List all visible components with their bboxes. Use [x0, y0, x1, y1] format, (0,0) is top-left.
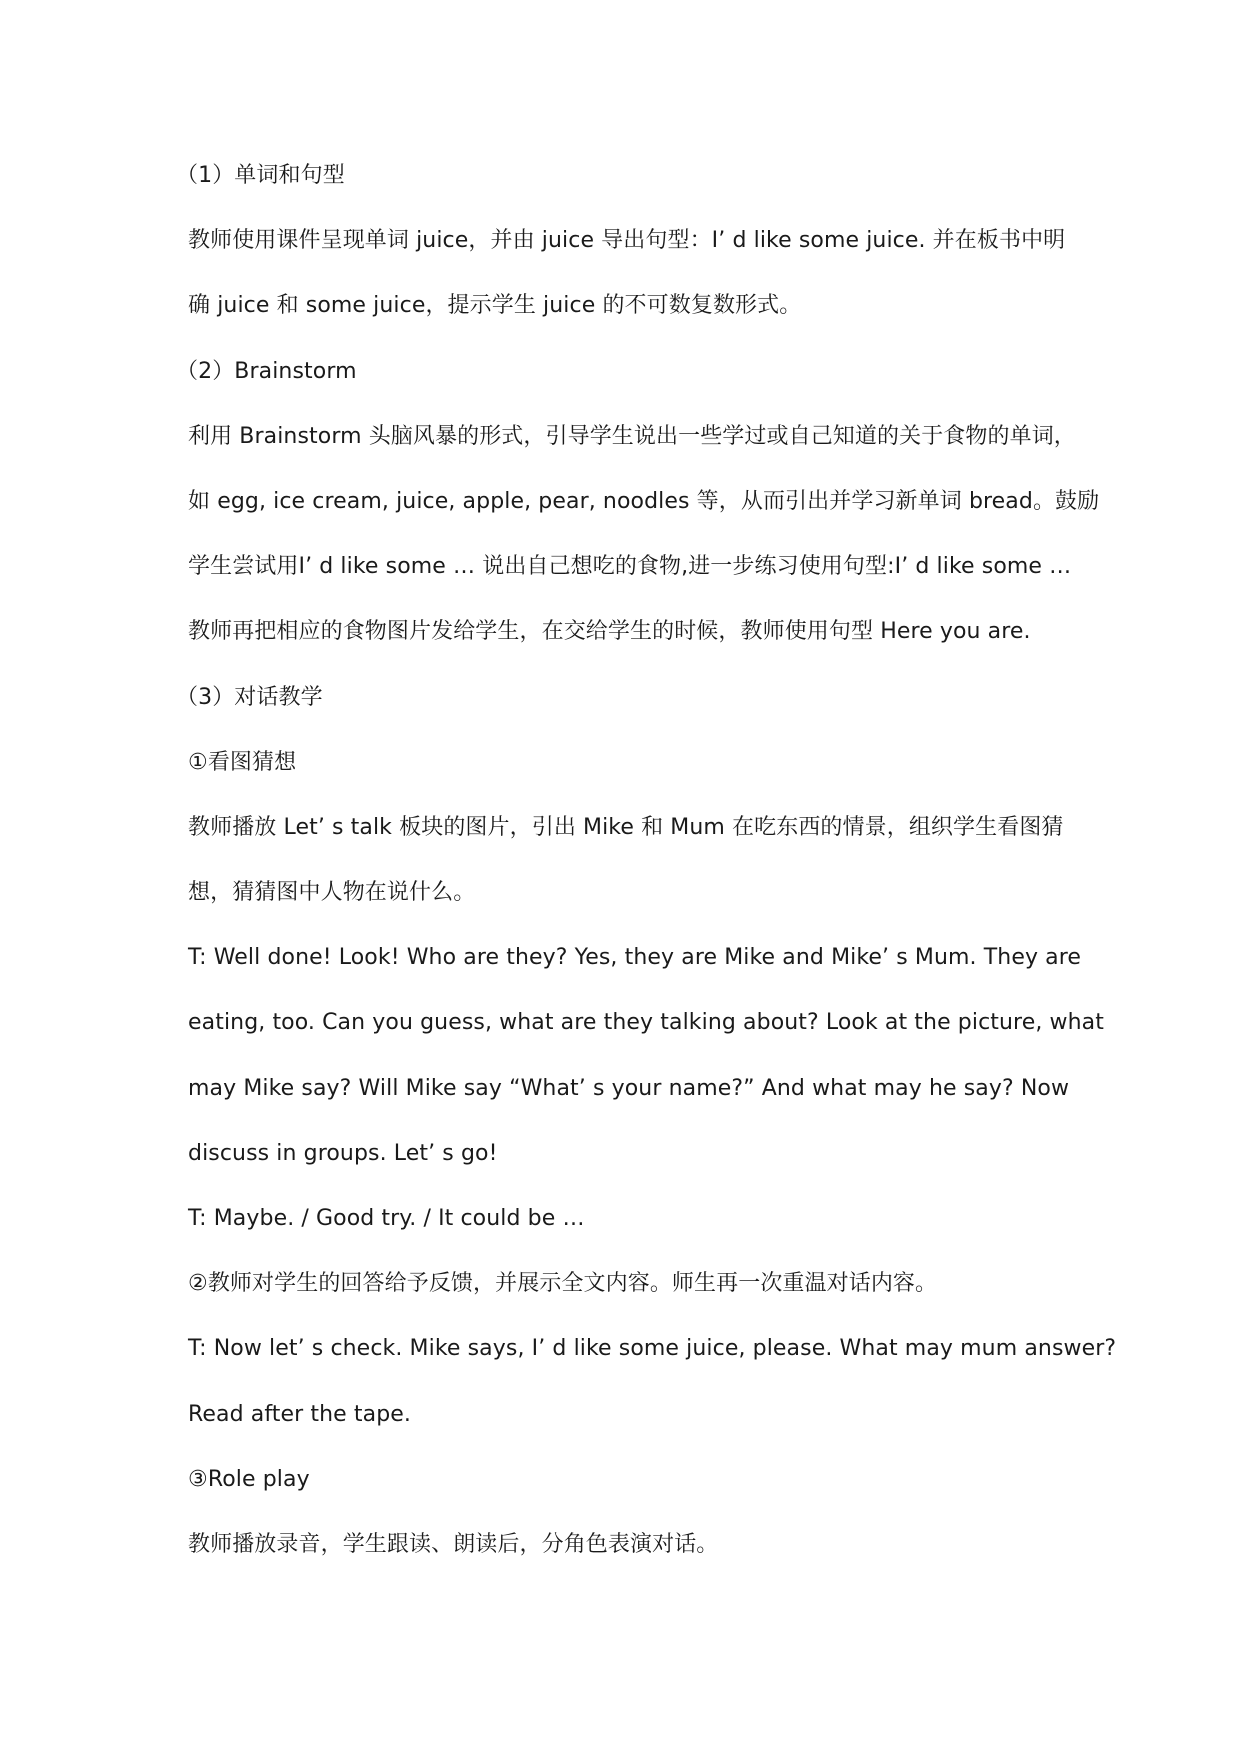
paragraph-line: 教师播放录音，学生跟读、朗读后，分角色表演对话。: [188, 1531, 719, 1557]
paragraph-line: 学生尝试用I’ d like some … 说出自己想吃的食物,进一步练习使用句型:I’ d like some …: [188, 554, 1072, 580]
paragraph-line: 利用 Brainstorm 头脑风暴的形式，引导学生说出一些学过或自己知道的关于食物的单词，: [188, 423, 1076, 449]
section-heading-brainstorm: （2）Brainstorm: [176, 358, 357, 384]
dialogue-line: discuss in groups. Let’ s go!: [188, 1140, 498, 1166]
dialogue-line: T: Maybe. / Good try. / It could be …: [188, 1206, 585, 1231]
section-heading-vocabulary: （1）单词和句型: [176, 163, 345, 188]
dialogue-line: Read after the tape.: [188, 1401, 412, 1427]
document-body: [176, 163, 1117, 1599]
dialogue-line: T: Now let’ s check. Mike says, I’ d like some juice, please. What may mum answer?: [188, 1336, 1117, 1362]
paragraph-line: 教师使用课件呈现单词 juice，并由 juice 导出句型：I’ d like some juice. 并在板书中明: [188, 228, 1066, 254]
dialogue-line: may Mike say? Will Mike say “What’ s your name?” And what may he say? Now: [188, 1075, 1070, 1101]
subheading-picture-guess: ①看图猜想: [188, 749, 297, 775]
section-heading-dialogue: （3）对话教学: [176, 684, 323, 710]
dialogue-line: T: Well done! Look! Who are they? Yes, they are Mike and Mike’ s Mum. They are: [188, 945, 1082, 971]
dialogue-line: eating, too. Can you guess, what are they talking about? Look at the picture, what: [188, 1010, 1104, 1036]
paragraph-line: 确 juice 和 some juice，提示学生 juice 的不可数复数形式。: [188, 293, 802, 319]
paragraph-line: 想，猜猜图中人物在说什么。: [188, 880, 476, 906]
subheading-role-play: ③Role play: [188, 1466, 310, 1492]
paragraph-line: 教师再把相应的食物图片发给学生，在交给学生的时候，教师使用句型 Here you are.: [188, 619, 1031, 645]
subheading-feedback: ②教师对学生的回答给予反馈，并展示全文内容。师生再一次重温对话内容。: [188, 1271, 938, 1297]
paragraph-line: 如 egg, ice cream, juice, apple, pear, noodles 等，从而引出并学习新单词 bread。鼓励: [188, 488, 1100, 514]
paragraph-line: 教师播放 Let’ s talk 板块的图片，引出 Mike 和 Mum 在吃东西的情景，组织学生看图猜: [188, 814, 1064, 840]
